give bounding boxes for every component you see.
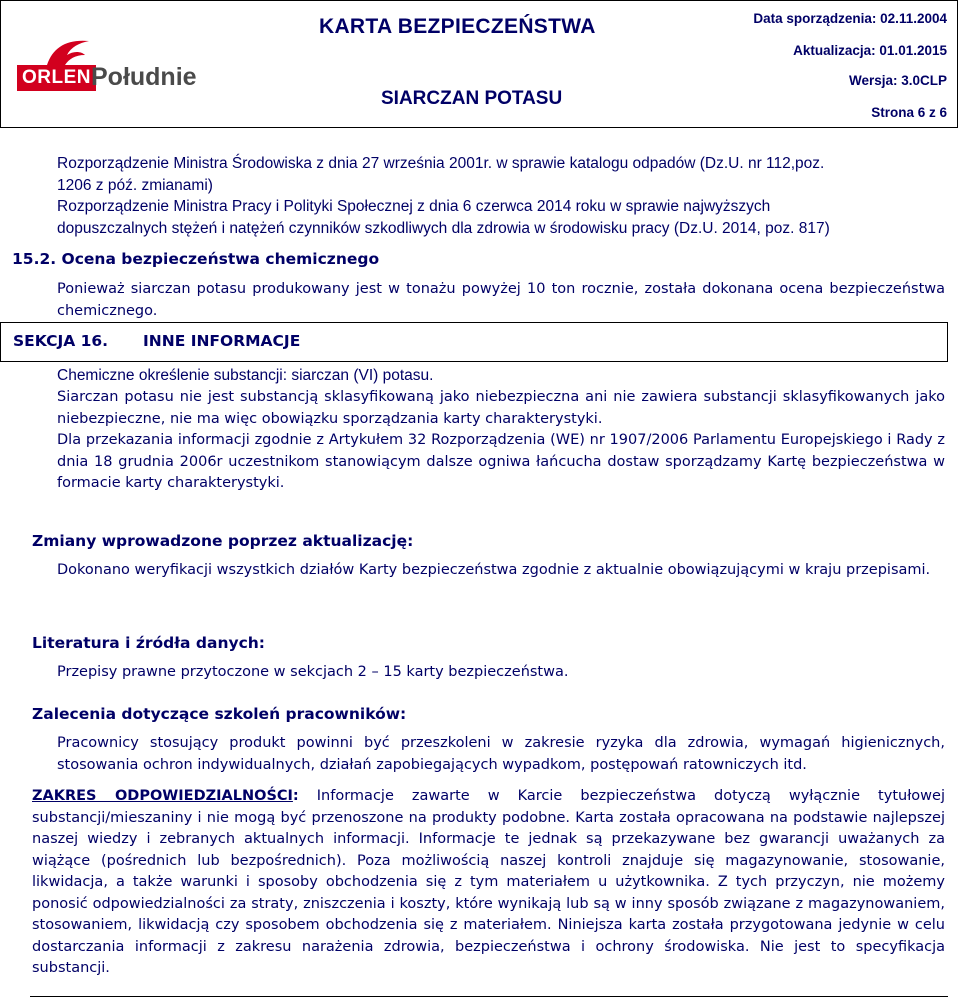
footer-divider — [30, 996, 948, 997]
regulation-line: 1206 z póź. zmianami) — [57, 176, 213, 194]
regulation-line: Rozporządzenie Ministra Środowiska z dnia 27 września 2001r. w sprawie katalogu odpadów (Dz.U. nr 112,poz. — [57, 155, 825, 172]
changes-heading: Zmiany wprowadzone poprzez aktualizację: — [32, 532, 414, 550]
regulation-line: dopuszczalnych stężeń i natężeń czynników szkodliwych dla zdrowia w środowisku pracy (Dz.U. 2014, poz. 817) — [57, 219, 830, 237]
document-header — [0, 0, 958, 128]
company-logo — [15, 37, 215, 97]
section-16-para1: Siarczan potasu nie jest substancją sklasyfikowaną jako niebezpieczna ani nie zawiera substancji sklasyfikowanych jako niebezpieczne, nie ma więc obowiązku sporządzania karty charakterystyki. — [57, 389, 945, 427]
literature-text: Przepisy prawne przytoczone w sekcjach 2 – 15 karty bezpieczeństwa. — [57, 664, 569, 680]
section-15-2-text: Ponieważ siarczan potasu produkowany jest w tonażu powyżej 10 ton rocznie, została dokonana ocena bezpieczeństwa chemicznego. — [57, 281, 945, 319]
section-16-header — [0, 322, 948, 362]
section-16-para2: Dla przekazania informacji zgodnie z Artykułem 32 Rozporządzenia (WE) nr 1907/2006 Parlamentu Europejskiego i Rady z dnia 18 grudnia 2006r uczestnikom stanowiącym dalsze ogniwa łańcucha dostaw sporządzamy Kartę bezpieczeństwa w formacie karty charakterystyki. — [57, 432, 945, 491]
eagle-logo-icon — [45, 37, 91, 67]
document-title: KARTA BEZPIECZEŃSTWA — [319, 15, 596, 38]
section-15-2-heading: 15.2. Ocena bezpieczeństwa chemicznego — [12, 250, 380, 268]
logo-brand: ORLEN — [17, 65, 96, 91]
product-name: SIARCZAN POTASU — [381, 88, 563, 109]
regulations-list — [57, 153, 945, 239]
section-name: INNE INFORMACJE — [143, 332, 301, 350]
liability-colon: : — [292, 788, 299, 804]
update-date: Aktualizacja: 01.01.2015 — [793, 43, 947, 58]
section-number: SEKCJA 16. — [13, 332, 109, 350]
liability-text: Informacje zawarte w Karcie bezpieczeństwa dotyczą wyłącznie tytułowej substancji/mieszaniny i nie mogą być przenoszone na produkty podobne. Karta została opracowana na podstawie najlepszej naszej wiedzy i zebranych aktualnych informacji. Informacje te jednak są przekazywane bez gwarancji uważanych za wiążące (pośrednich lub bezpośrednich). Poza możliwością naszej kontroli znajduje się magazynowanie, stosowanie, likwidacja, a także warunki i sposoby obchodzenia się z tym materiałem u użytkownika. Z tych przyczyn, nie możemy ponosić odpowiedzialności za straty, zniszczenia i koszty, które wynikają lub są w inny sposób związane z magazynowaniem, stosowaniem, likwidacją czy sposobem obchodzenia się z materiałem. Niniejsza karta została przygotowana jedynie w celu dostarczania informacji z zakresu narażenia zdrowia, bezpieczeństwa i ochrony środowiska. Nie jest to specyfikacja substancji. — [32, 788, 945, 976]
training-text: Pracownicy stosujący produkt powinni być przeszkoleni w zakresie ryzyka dla zdrowia, wymagań higienicznych, stosowania ochron indywidualnych, działań zapobiegających wypadkom, postępowań ratowniczych itd. — [57, 735, 945, 773]
training-heading: Zalecenia dotyczące szkoleń pracowników: — [32, 705, 407, 723]
liability-label: ZAKRES ODPOWIEDZIALNOŚCI — [32, 788, 293, 804]
liability-paragraph — [32, 786, 945, 980]
date-created: Data sporządzenia: 02.11.2004 — [753, 11, 947, 26]
logo-sub: Południe — [91, 63, 197, 91]
literature-heading: Literatura i źródła danych: — [32, 634, 265, 652]
changes-text: Dokonano weryfikacji wszystkich działów Karty bezpieczeństwa zgodnie z aktualnie obowiązującymi w kraju przepisami. — [57, 562, 931, 578]
chemical-name: Chemiczne określenie substancji: siarczan (VI) potasu. — [57, 367, 434, 384]
page-number: Strona 6 z 6 — [871, 105, 947, 120]
regulation-line: Rozporządzenie Ministra Pracy i Polityki Społecznej z dnia 6 czerwca 2014 roku w sprawie najwyższych — [57, 198, 771, 215]
version: Wersja: 3.0CLP — [848, 73, 947, 88]
